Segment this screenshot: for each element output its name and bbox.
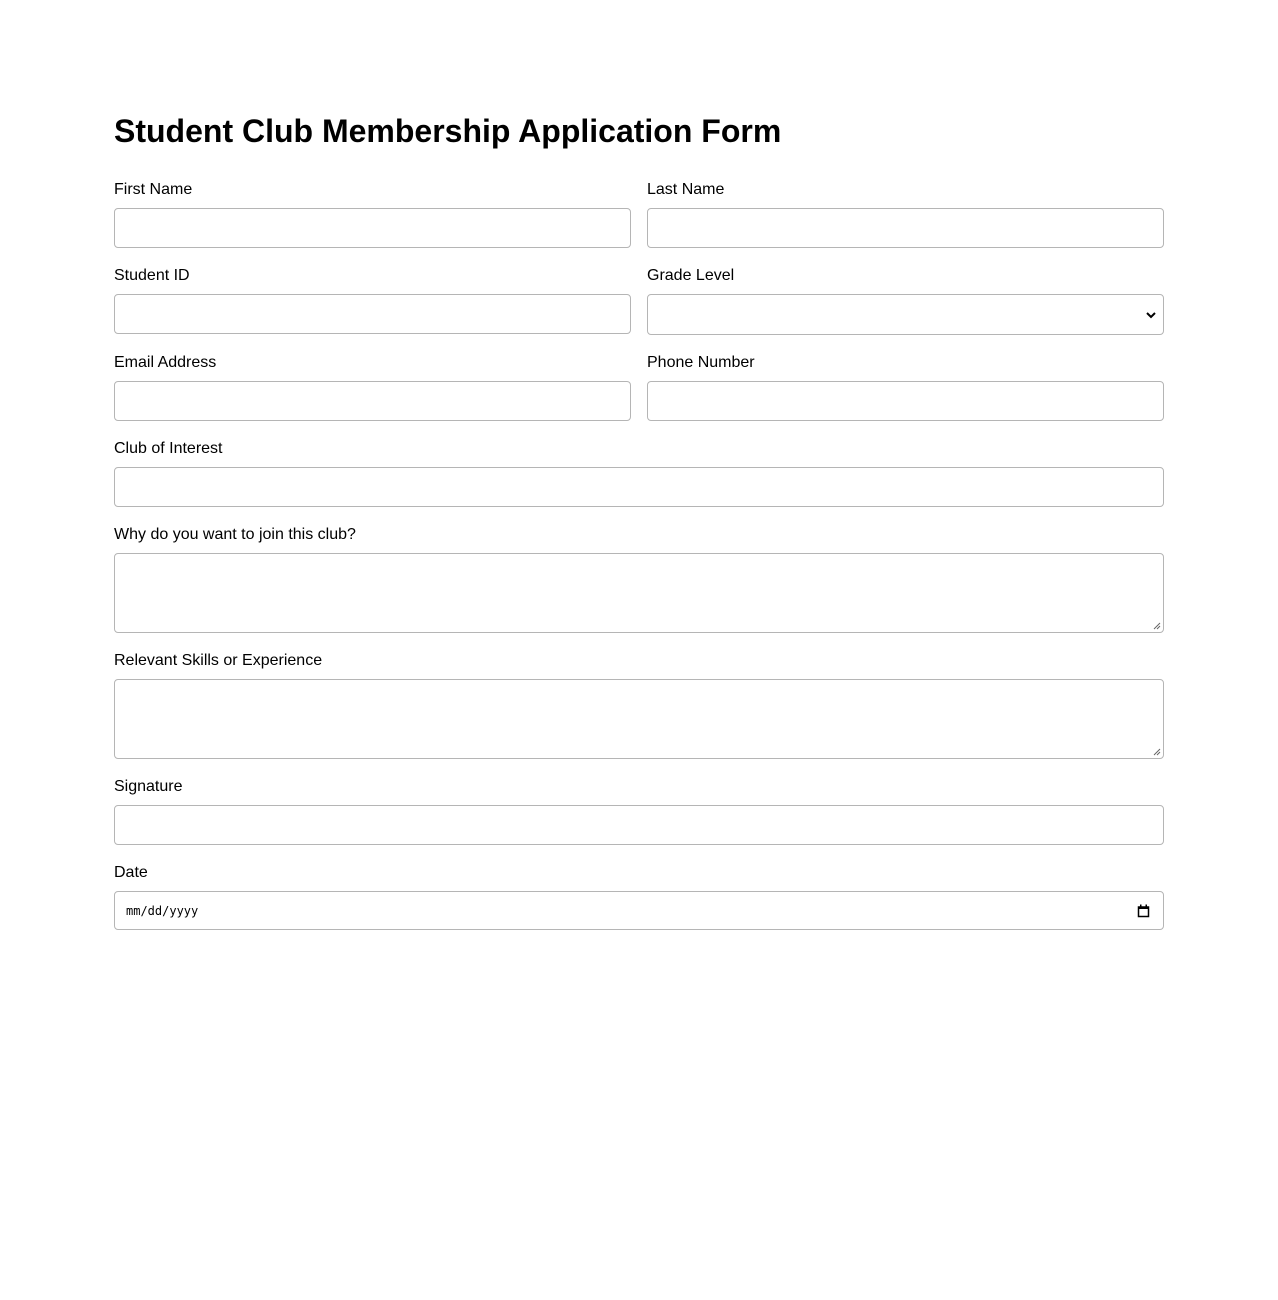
first-name-field — [114, 180, 631, 248]
calendar-icon[interactable] — [1137, 904, 1150, 918]
student-id-input[interactable] — [114, 294, 631, 334]
last-name-input[interactable] — [647, 208, 1164, 248]
signature-field — [114, 777, 1164, 845]
grade-level-field — [647, 266, 1164, 335]
phone-field — [647, 353, 1164, 421]
why-join-label: Why do you want to join this club? — [114, 526, 356, 543]
chevron-down-icon — [1145, 309, 1157, 321]
signature-label: Signature — [114, 778, 183, 795]
phone-input[interactable] — [647, 381, 1164, 421]
skills-label: Relevant Skills or Experience — [114, 652, 323, 669]
phone-label: Phone Number — [647, 354, 755, 371]
resize-handle-icon[interactable] — [1152, 747, 1161, 756]
first-name-input[interactable] — [114, 208, 631, 248]
email-field — [114, 353, 631, 421]
grade-level-select[interactable] — [647, 294, 1164, 335]
grade-level-label: Grade Level — [647, 267, 735, 284]
date-field — [114, 863, 1164, 930]
why-join-textarea[interactable] — [114, 553, 1164, 633]
email-label: Email Address — [114, 354, 217, 371]
date-placeholder: mm/dd/yyyy — [126, 904, 199, 918]
signature-input[interactable] — [114, 805, 1164, 845]
page-title: Student Club Membership Application Form — [114, 113, 782, 149]
last-name-field — [647, 180, 1164, 248]
club-input[interactable] — [114, 467, 1164, 507]
resize-handle-icon[interactable] — [1152, 621, 1161, 630]
club-field — [114, 439, 1164, 507]
date-input[interactable] — [114, 891, 1164, 930]
date-label: Date — [114, 864, 148, 881]
first-name-label: First Name — [114, 181, 193, 198]
club-label: Club of Interest — [114, 440, 223, 457]
skills-field — [114, 651, 1164, 759]
last-name-label: Last Name — [647, 181, 725, 198]
why-join-field — [114, 525, 1164, 633]
student-id-label: Student ID — [114, 267, 190, 284]
student-id-field — [114, 266, 631, 334]
skills-textarea[interactable] — [114, 679, 1164, 759]
email-input[interactable] — [114, 381, 631, 421]
